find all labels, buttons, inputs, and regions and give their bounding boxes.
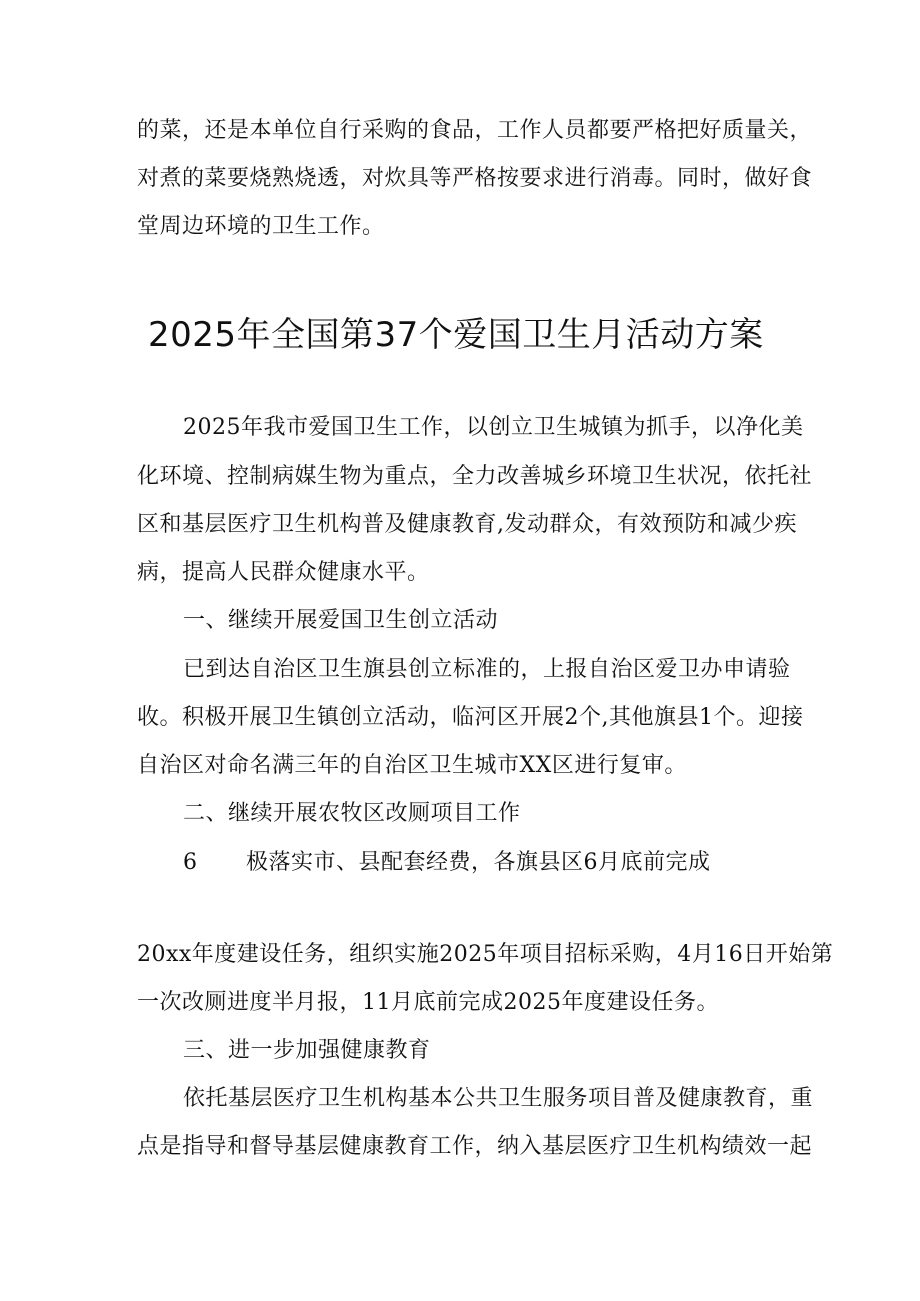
para1-line-3: 区和基层医疗卫生机构普及健康教育,发动群众，有效预防和减少疾 (137, 512, 797, 537)
para1-line-2: 化环境、控制病媒生物为重点，全力改善城乡环境卫生状况，依托社 (137, 464, 813, 489)
para2-line-3: 自治区对命名满三年的自治区卫生城市XX区进行复审。 (137, 753, 687, 778)
para4-line-2: 点是指导和督导基层健康教育工作，纳入基层医疗卫生机构绩效一起 (137, 1134, 813, 1159)
item-6-number: 6 (183, 850, 197, 875)
para3-line-2: 一次改厕进度半月报，11月底前完成2025年度建设任务。 (137, 990, 719, 1015)
item-6-text: 极落实市、县配套经费，各旗县区6月底前完成 (246, 850, 711, 875)
intro-line-3: 堂周边环境的卫生工作。 (137, 214, 385, 239)
section-heading-1: 一、继续开展爱国卫生创立活动 (183, 608, 499, 633)
para1-line-4: 病，提高人民群众健康水平。 (137, 560, 430, 585)
para3-line-1: 20xx年度建设任务，组织实施2025年项目招标采购，4月16日开始第 (137, 942, 834, 967)
section-heading-3: 三、进一步加强健康教育 (183, 1038, 431, 1063)
intro-line-1: 的菜，还是本单位自行采购的食品，工作人员都要严格把好质量关， (137, 118, 813, 143)
intro-line-2: 对煮的菜要烧熟烧透，对炊具等严格按要求进行消毒。同时，做好食 (137, 166, 813, 191)
para1-line-1: 2025年我市爱国卫生工作，以创立卫生城镇为抓手，以净化美 (183, 415, 804, 440)
section-heading-2: 二、继续开展农牧区改厕项目工作 (183, 801, 521, 826)
para2-line-1: 已到达自治区卫生旗县创立标准的，上报自治区爱卫办申请验 (183, 657, 791, 682)
para2-line-2: 收。积极开展卫生镇创立活动，临河区开展2个,其他旗县1个。迎接 (137, 705, 804, 730)
para4-line-1: 依托基层医疗卫生机构基本公共卫生服务项目普及健康教育，重 (183, 1086, 814, 1111)
document-title: 2025年全国第37个爱国卫生月活动方案 (148, 315, 764, 355)
